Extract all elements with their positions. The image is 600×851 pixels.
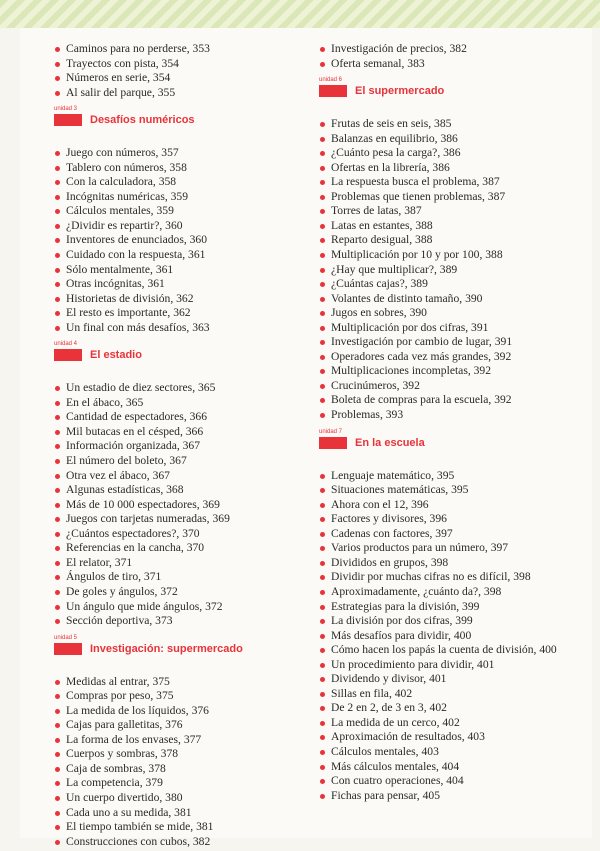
topic-entry: Volantes de distinto tamaño, 390 [319,292,569,307]
topic-entry: ¿Dividir es repartir?, 360 [54,219,304,234]
unit-header [54,106,304,140]
topic-entry: Tablero con números, 358 [54,161,304,176]
topic-entry: Dividendo y divisor, 401 [319,672,569,687]
topic-entry: Con la calculadora, 358 [54,175,304,190]
topic-entry: Oferta semanal, 383 [319,57,569,72]
topic-entry: Aproximadamente, ¿cuánto da?, 398 [319,585,569,600]
topic-entry: Un cuerpo divertido, 380 [54,791,304,806]
topic-list [54,381,304,628]
unit-header [319,429,569,463]
topic-entry: Cantidad de espectadores, 366 [54,410,304,425]
unit-color-bar [54,643,82,655]
unit-number: unidad 7 [319,428,343,435]
unit-title: El supermercado [355,85,445,98]
topic-entry: Más cálculos mentales, 404 [319,760,569,775]
unit-header [319,77,569,111]
topic-entry: Frutas de seis en seis, 385 [319,117,569,132]
topic-list [54,42,304,100]
topic-entry: Algunas estadísticas, 368 [54,483,304,498]
topic-entry: Cajas para galletitas, 376 [54,718,304,733]
topic-entry: Inventores de enunciados, 360 [54,233,304,248]
topic-entry: Cálculos mentales, 359 [54,204,304,219]
right-column [319,42,569,803]
topic-entry: Aproximación de resultados, 403 [319,730,569,745]
topic-entry: El tiempo también se mide, 381 [54,820,304,835]
topic-list [54,146,304,335]
left-column [54,42,304,849]
topic-entry: Juego con números, 357 [54,146,304,161]
topic-entry: La forma de los envases, 377 [54,733,304,748]
topic-list [54,675,304,850]
topic-entry: Situaciones matemáticas, 395 [319,483,569,498]
topic-entry: Caminos para no perderse, 353 [54,42,304,57]
topic-entry: Problemas que tienen problemas, 387 [319,190,569,205]
topic-entry: Otra vez el ábaco, 367 [54,469,304,484]
topic-entry: Trayectos con pista, 354 [54,57,304,72]
topic-entry: El relator, 371 [54,556,304,571]
topic-entry: Divididos en grupos, 398 [319,556,569,571]
topic-entry: Boleta de compras para la escuela, 392 [319,393,569,408]
unit-title: El estadio [90,349,142,362]
topic-entry: Con cuatro operaciones, 404 [319,774,569,789]
unit-title: Investigación: supermercado [90,642,243,655]
topic-entry: Otras incógnitas, 361 [54,277,304,292]
topic-entry: La competencia, 379 [54,776,304,791]
unit-number: unidad 3 [54,106,78,113]
topic-entry: El número del boleto, 367 [54,454,304,469]
topic-entry: Multiplicaciones incompletas, 392 [319,364,569,379]
topic-entry: Un procedimiento para dividir, 401 [319,658,569,673]
topic-entry: Medidas al entrar, 375 [54,675,304,690]
topic-entry: Mil butacas en el césped, 366 [54,425,304,440]
topic-entry: ¿Cuántas cajas?, 389 [319,277,569,292]
topic-entry: Varios productos para un número, 397 [319,541,569,556]
unit-title: En la escuela [355,436,425,449]
topic-entry: Cuerpos y sombras, 378 [54,747,304,762]
unit-header [54,341,304,375]
topic-entry: Información organizada, 367 [54,439,304,454]
topic-entry: La respuesta busca el problema, 387 [319,175,569,190]
topic-entry: Problemas, 393 [319,408,569,423]
unit-number: unidad 5 [54,634,78,641]
topic-entry: De goles y ángulos, 372 [54,585,304,600]
topic-entry: Ofertas en la librería, 386 [319,161,569,176]
unit-color-bar [319,85,347,97]
topic-entry: Cálculos mentales, 403 [319,745,569,760]
topic-entry: Caja de sombras, 378 [54,762,304,777]
topic-entry: Operadores cada vez más grandes, 392 [319,350,569,365]
topic-entry: La división por dos cifras, 399 [319,614,569,629]
topic-entry: Un estadio de diez sectores, 365 [54,381,304,396]
topic-entry: Dividir por muchas cifras no es difícil, 398 [319,570,569,585]
topic-entry: Balanzas en equilibrio, 386 [319,132,569,147]
unit-number: unidad 4 [54,341,78,348]
unit-color-bar [319,437,347,449]
topic-entry: Torres de latas, 387 [319,204,569,219]
topic-list [319,117,569,422]
topic-entry: Latas en estantes, 388 [319,219,569,234]
topic-entry: ¿Cuánto pesa la carga?, 386 [319,146,569,161]
unit-color-bar [54,349,82,361]
topic-entry: Investigación por cambio de lugar, 391 [319,335,569,350]
unit-title: Desafíos numéricos [90,114,195,127]
topic-entry: Incógnitas numéricas, 359 [54,190,304,205]
topic-entry: La medida de los líquidos, 376 [54,704,304,719]
topic-list [319,469,569,804]
top-decorative-band [0,0,600,28]
topic-entry: Más de 10 000 espectadores, 369 [54,498,304,513]
topic-entry: Sólo mentalmente, 361 [54,263,304,278]
topic-entry: Números en serie, 354 [54,71,304,86]
topic-entry: En el ábaco, 365 [54,396,304,411]
topic-entry: Cómo hacen los papás la cuenta de división, 400 [319,643,569,658]
topic-entry: ¿Cuántos espectadores?, 370 [54,527,304,542]
topic-entry: Un ángulo que mide ángulos, 372 [54,600,304,615]
topic-list [319,42,569,71]
topic-entry: Ángulos de tiro, 371 [54,570,304,585]
topic-entry: Cuidado con la respuesta, 361 [54,248,304,263]
topic-entry: Crucinúmeros, 392 [319,379,569,394]
topic-entry: Compras por peso, 375 [54,689,304,704]
topic-entry: Un final con más desafíos, 363 [54,321,304,336]
topic-entry: Sección deportiva, 373 [54,614,304,629]
topic-entry: El resto es importante, 362 [54,306,304,321]
topic-entry: Sillas en fila, 402 [319,687,569,702]
topic-entry: Cadenas con factores, 397 [319,527,569,542]
topic-entry: Ahora con el 12, 396 [319,498,569,513]
topic-entry: Construcciones con cubos, 382 [54,835,304,850]
topic-entry: Fichas para pensar, 405 [319,789,569,804]
topic-entry: Cada uno a su medida, 381 [54,806,304,821]
topic-entry: Lenguaje matemático, 395 [319,469,569,484]
topic-entry: Factores y divisores, 396 [319,512,569,527]
topic-entry: Jugos en sobres, 390 [319,306,569,321]
topic-entry: De 2 en 2, de 3 en 3, 402 [319,701,569,716]
topic-entry: Juegos con tarjetas numeradas, 369 [54,512,304,527]
topic-entry: Multiplicación por 10 y por 100, 388 [319,248,569,263]
topic-entry: ¿Hay que multiplicar?, 389 [319,263,569,278]
topic-entry: Referencias en la cancha, 370 [54,541,304,556]
index-page [20,28,592,848]
topic-entry: Reparto desigual, 388 [319,233,569,248]
topic-entry: La medida de un cerco, 402 [319,716,569,731]
topic-entry: Multiplicación por dos cifras, 391 [319,321,569,336]
topic-entry: Investigación de precios, 382 [319,42,569,57]
topic-entry: Historietas de división, 362 [54,292,304,307]
topic-entry: Estrategias para la división, 399 [319,600,569,615]
topic-entry: Al salir del parque, 355 [54,86,304,101]
topic-entry: Más desafíos para dividir, 400 [319,629,569,644]
unit-number: unidad 6 [319,77,343,84]
unit-color-bar [54,114,82,126]
unit-header [54,635,304,669]
